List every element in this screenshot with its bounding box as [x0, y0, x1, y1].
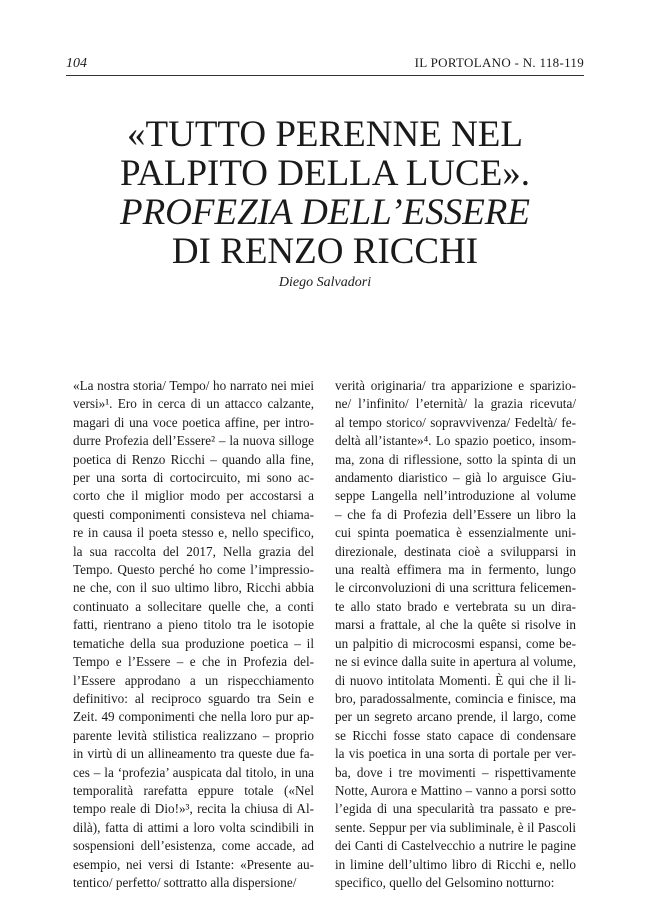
text-line: – che fa di Profezia dell’Essere un libro la [335, 506, 576, 522]
text-line: temporalità rarefatta eppure totale («Nel [73, 782, 314, 798]
text-line: la sua raccolta del 2017, Nella grazia del [73, 543, 314, 559]
text-line: poetica di Renzo Ricchi – quando alla fine, [73, 451, 314, 467]
text-line: Notte, Aurora e Mattino – vanno a porsi sotto [335, 782, 576, 798]
text-line: dilà), fatta di attimi a loro volta scindibili in [73, 819, 314, 835]
text-line: bro, paradossalmente, comincia e finisce, ma [335, 690, 576, 706]
text-line: se Ricchi fosse stato capace di condensare [335, 727, 576, 743]
text-line: in limine dell’ultimo libro di Ricchi e, nello [335, 856, 576, 872]
text-line: seppe Langella nell’introduzione al volume [335, 488, 576, 504]
text-line: verità originaria/ tra apparizione e sparizio- [335, 378, 576, 393]
text-line: questi componimenti consisteva nel chiama- [73, 506, 314, 522]
text-line: ba, dove i tre movimenti – rispettivamente [335, 764, 576, 780]
text-line: tentico/ perfetto/ sottratto alla dispersione/ [73, 874, 297, 890]
text-line: sente. Seppur per via subliminale, è il Pascoli [335, 819, 576, 835]
text-line: dei Canti di Castelvecchio a nutrire le pagine [335, 838, 576, 854]
text-line: fatti, rientrano a pieno titolo tra le isotopie [73, 617, 314, 633]
text-line: continuato a sollecitare quelle che, a conti [73, 598, 314, 614]
title-line-1: «TUTTO PERENNE NEL [127, 113, 523, 155]
text-line: le circonvoluzioni di una scrittura felicemen- [335, 580, 576, 596]
text-line: un palpitio di microcosmi espansi, come be- [335, 635, 576, 651]
text-line: sospensioni dell’esistenza, come accade, ad [73, 838, 314, 854]
text-line: «La nostra storia/ Tempo/ ho narrato nei miei [73, 378, 314, 393]
text-line: esempio, nei versi di Istante: «Presente au- [73, 856, 314, 872]
author-name: Diego Salvadori [278, 275, 372, 290]
text-line: tematiche della sua produzione poetica – il [73, 635, 314, 651]
text-line: cui spinta poematica è essenzialmente uni- [335, 525, 576, 541]
text-line: ces – la ‘profezia’ auspicata dal titolo, in una [73, 764, 314, 780]
title-line-4: DI RENZO RICCHI [171, 230, 479, 272]
text-line: definitivo: al reciproco sguardo tra Sein e [73, 690, 314, 706]
text-line: versi»¹. Ero in cerca di un attacco calzante, [73, 396, 314, 412]
text-line: tempo reale di Dio!»³, recita la chiusa di Al- [73, 801, 314, 817]
text-line: marsi a frattale, al che la quête si risolve in [335, 617, 576, 633]
running-head [66, 55, 584, 72]
page-number: 104 [66, 56, 87, 71]
text-line: di nuovo intitolata Momenti. È qui che il li- [335, 672, 576, 688]
text-line: l’Essere approdano a un rispecchiamento [73, 672, 314, 688]
journal-title: IL PORTOLANO - N. 118-119 [414, 55, 584, 70]
text-line: specifico, quello del Gelsomino notturno: [335, 874, 555, 890]
text-line: Tempo. Questo perché ho come l’impressio- [73, 562, 314, 578]
text-line: deltà all’istante»⁴. Lo spazio poetico, insom- [335, 433, 576, 449]
text-line: ne che, con il suo ultimo libro, Ricchi abbia [73, 580, 314, 596]
body-column-right [335, 377, 576, 892]
header-rule [66, 75, 584, 76]
text-line: per una sorta di cortocircuito, mi sono ac- [73, 470, 314, 486]
text-line: parente levità stilistica realizzano – proprio [73, 727, 314, 743]
title-line-3: PROFEZIA DELL’ESSERE [119, 191, 531, 233]
text-line: la vis poetica in una sorta di portale per ver- [335, 746, 576, 762]
text-line: corto che il miglior modo per accostarsi a [73, 488, 314, 504]
text-line: ma, zona di riflessione, sotto la spinta di un [335, 451, 576, 467]
text-line: re in causa il poeta stesso e, nello specifico, [73, 525, 314, 541]
title-line-2: PALPITO DELLA LUCE». [119, 152, 531, 194]
article-title [40, 115, 610, 271]
text-line: Tempo e l’Essere – e che in Profezia del- [73, 654, 314, 670]
text-line: direzionale, destinata cioè a svilupparsi in [335, 543, 576, 559]
text-line: magari di una voce poetica affine, per intro- [73, 414, 314, 430]
text-line: durre Profezia dell’Essere² – la nuova silloge [73, 433, 314, 449]
body-column-left [73, 377, 314, 892]
text-line: al tempo storico/ sopravvivenza/ Fedeltà/ fe- [335, 414, 576, 430]
text-line: ne/ l’infinito/ l’eternità/ la grazia ricevuta/ [335, 396, 576, 412]
text-line: l’egida di una specularità tra passato e pre- [335, 801, 576, 817]
text-line: in virtù di un allineamento tra queste due fa- [73, 746, 314, 762]
text-line: una realtà effimera ma in fermento, lungo [335, 562, 576, 578]
text-line: andamento diaristico – già lo arguisce Giu- [335, 470, 576, 486]
text-line: per un segreto arcano prende, il largo, come [335, 709, 576, 725]
text-line: ne si evince dalla suite in apertura al volume, [335, 654, 576, 670]
text-line: te allo stato brado e vertebrata su un dira- [335, 598, 576, 614]
text-line: Zeit. 49 componimenti che nella loro pur ap- [73, 709, 314, 725]
